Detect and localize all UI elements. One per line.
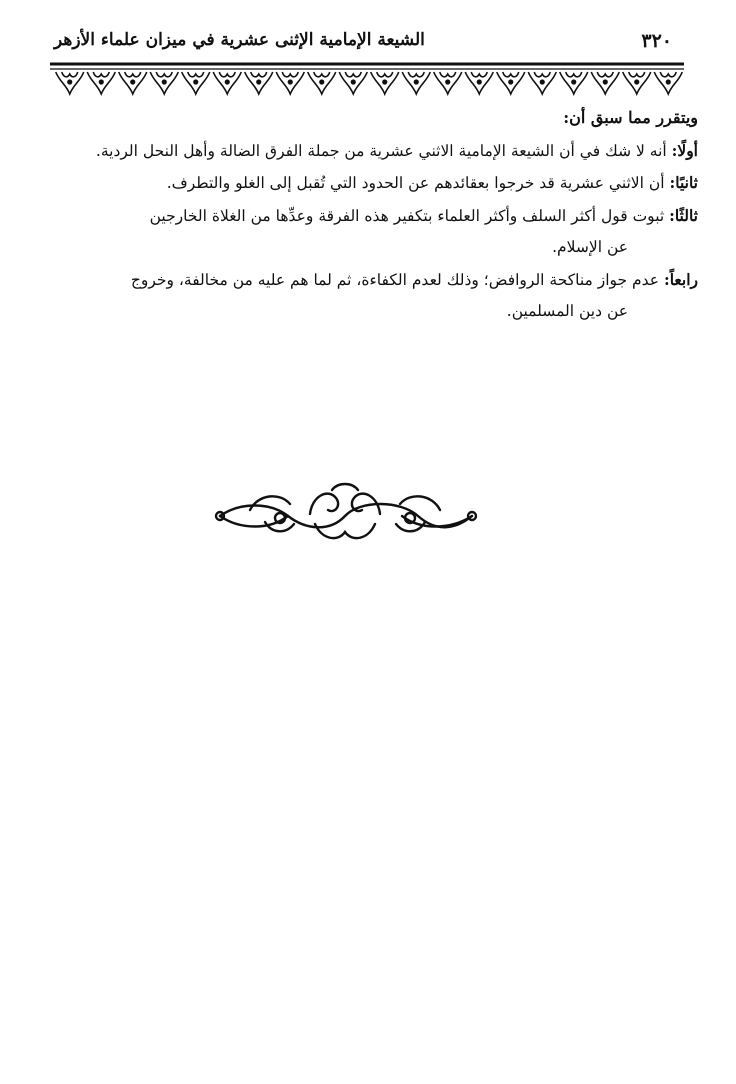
point-lead: رابعاً:: [663, 269, 698, 289]
border-motif-dot: [572, 80, 576, 84]
point-text: أن الاثني عشرية قد خرجوا بعقائدهم عن الحدود التي تُقبل إلى الغلو والتطرف.: [166, 174, 670, 193]
header-border-ornament: [46, 58, 688, 98]
book-title: الشيعة الإمامية الإثنى عشرية في ميزان علماء الأزهر: [54, 30, 425, 50]
border-motif-dot: [383, 80, 387, 84]
border-motif-dot: [603, 80, 607, 84]
border-motif-dot: [194, 80, 198, 84]
border-motif-dot: [351, 80, 355, 84]
border-motif-dot: [288, 80, 292, 84]
border-motif-dot: [68, 80, 72, 84]
intro-line: ويتقرر مما سبق أن:: [563, 108, 698, 127]
point-second: [36, 173, 698, 193]
point-text: عدم جواز مناكحة الروافض؛ وذلك لعدم الكفاءة، ثم لما هم عليه من مخالفة، وخروج: [130, 270, 664, 289]
border-motif-dot: [162, 80, 166, 84]
border-motif-dot: [509, 80, 513, 84]
running-header: [54, 26, 682, 60]
border-motif-dot: [635, 80, 639, 84]
point-third-continuation: عن الإسلام.: [552, 238, 628, 257]
border-motif-dot: [131, 80, 135, 84]
page-number: ٣٢٠: [641, 30, 672, 52]
point-fourth-continuation: عن دين المسلمين.: [506, 301, 628, 320]
border-motif-dot: [540, 80, 544, 84]
border-motif-dot: [414, 80, 418, 84]
point-lead: ثالثًا:: [669, 205, 698, 225]
border-motif-dot: [99, 80, 103, 84]
point-first: [36, 141, 698, 161]
border-motif-dot: [446, 80, 450, 84]
end-flourish-ornament: [210, 480, 480, 550]
border-motif-dot: [666, 80, 670, 84]
border-motif-dot: [225, 80, 229, 84]
point-lead: ثانيًا:: [669, 173, 698, 193]
border-motif-dot: [257, 80, 261, 84]
point-third: [36, 206, 698, 226]
point-fourth: [36, 270, 698, 290]
point-text: ثبوت قول أكثر السلف وأكثر العلماء بتكفير هذه الفرقة وعدِّها من الغلاة الخارجين: [149, 206, 670, 225]
point-lead: أولًا:: [671, 141, 698, 160]
point-text: أنه لا شك في أن الشيعة الإمامية الاثني عشرية من جملة الفرق الضالة وأهل النحل الردية.: [95, 142, 672, 160]
border-motif-dot: [477, 80, 481, 84]
main-text: [36, 108, 698, 333]
border-motif-dot: [320, 80, 324, 84]
